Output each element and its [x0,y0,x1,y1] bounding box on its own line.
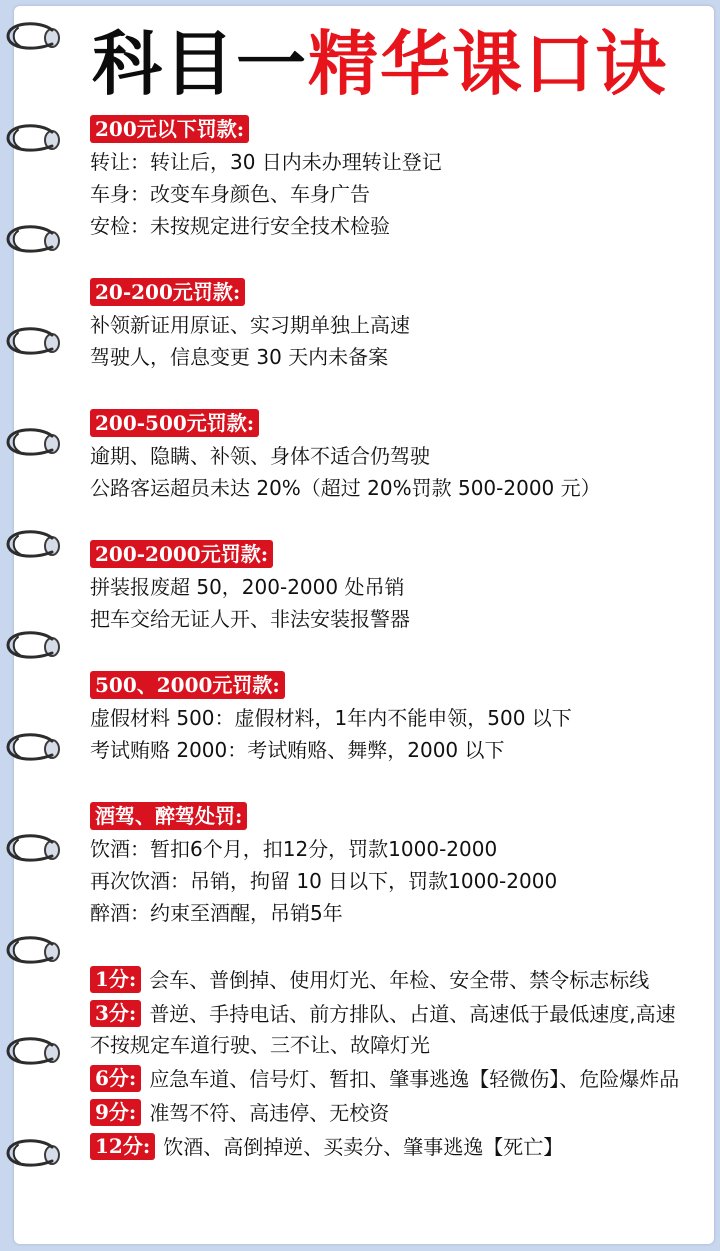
points-text: 应急车道、信号灯、暂扣、肇事逃逸【轻微伤】、危险爆炸品 [149,1067,680,1091]
rule-line: 安检：未按规定进行安全技术检验 [90,214,390,238]
points-item [90,1098,690,1129]
content [90,115,690,1166]
rule-line: 转让：转让后，30 日内未办理转让登记 [90,150,442,174]
spiral-binding [0,0,70,1251]
points-text: 饮酒、高倒掉逆、买卖分、肇事逃逸【死亡】 [163,1135,564,1159]
points-item [90,1132,690,1163]
points-text: 会车、普倒掉、使用灯光、年检、安全带、禁令标志标线 [149,968,650,992]
section-fine-200-500 [90,409,690,504]
points-tag: 6分: [90,1065,141,1092]
rule-line: 公路客运超员未达 20%（超过 20%罚款 500-2000 元） [90,476,601,500]
section-fine-200-2000 [90,540,690,635]
section-label: 500、2000元罚款: [90,671,285,699]
rule-line: 再次饮酒：吊销，拘留 10 日以下，罚款1000-2000 [90,869,558,893]
binding-ring-icon [2,18,72,58]
binding-ring-icon [2,1135,72,1175]
rule-line: 把车交给无证人开、非法安装报警器 [90,607,410,631]
points-tag: 3分: [90,1000,141,1027]
penalty-points-list [90,965,690,1163]
points-item [90,999,690,1061]
section-label: 酒驾、醉驾处罚: [90,802,247,830]
rule-line: 饮酒：暂扣6个月，扣12分，罚款1000-2000 [90,837,498,861]
binding-ring-icon [2,221,72,261]
title-part-black: 科目一 [92,23,308,105]
section-fine-20-200 [90,278,690,373]
binding-ring-icon [2,932,72,972]
rule-line: 虚假材料 500：虚假材料，1年内不能申领，500 以下 [90,706,572,730]
points-text: 普逆、手持电话、前方排队、占道、高速低于最低速度,高速不按规定车道行驶、三不让、故障灯光 [90,1002,676,1057]
binding-ring-icon [2,729,72,769]
rule-line: 车身：改变车身颜色、车身广告 [90,182,370,206]
binding-ring-icon [2,830,72,870]
section-label: 200-500元罚款: [90,409,259,437]
section-label: 20-200元罚款: [90,278,245,306]
binding-ring-icon [2,1033,72,1073]
binding-ring-icon [2,526,72,566]
points-text: 准驾不符、高违停、无校资 [149,1101,390,1125]
rule-line: 驾驶人，信息变更 30 天内未备案 [90,345,389,369]
binding-ring-icon [2,424,72,464]
binding-ring-icon [2,627,72,667]
points-tag: 1分: [90,966,141,993]
points-item [90,965,690,996]
rule-line: 考试贿赂 2000：考试贿赂、舞弊，2000 以下 [90,738,505,762]
binding-ring-icon [2,120,72,160]
rule-line: 拼装报废超 50，200-2000 处吊销 [90,575,405,599]
rule-line: 逾期、隐瞒、补领、身体不适合仍驾驶 [90,444,430,468]
points-item [90,1064,690,1095]
binding-ring-icon [2,323,72,363]
title-part-red: 精华课口诀 [308,23,668,105]
points-tag: 9分: [90,1099,141,1126]
points-tag: 12分: [90,1133,155,1160]
section-label: 200元以下罚款: [90,115,249,143]
section-fine-500-2000 [90,671,690,766]
section-drunk-driving [90,802,690,929]
page-title [92,22,668,106]
section-fine-under-200 [90,115,690,242]
section-label: 200-2000元罚款: [90,540,273,568]
rule-line: 醉酒：约束至酒醒，吊销5年 [90,901,343,925]
rule-line: 补领新证用原证、实习期单独上高速 [90,313,410,337]
